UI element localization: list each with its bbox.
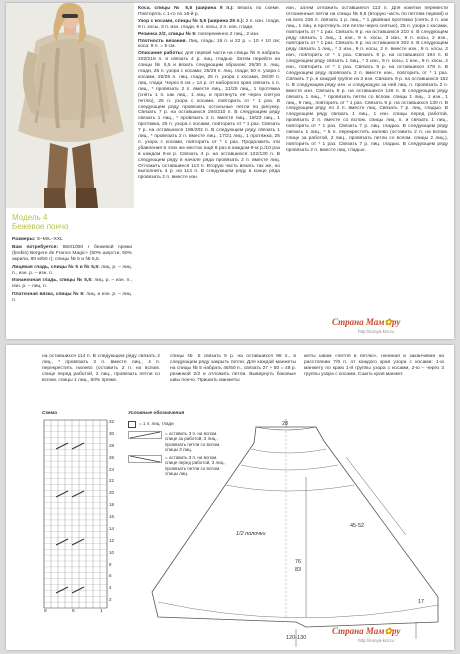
text-paragraph — [138, 51, 280, 181]
watermark-url: http://sonya-kot.ru — [358, 638, 395, 643]
dim-top: 28 — [282, 421, 289, 427]
text-paragraph — [12, 245, 132, 263]
page2-column-3: жеты швом «петля в петлю», начиная и заканчивая на расстоянии 7/9 п. от каждого края узора с косами: 1-ю манжету по краю 1-й группы узора с косами, 2-ю – через 3 группы узора с косами. Сшить края манжет. — [304, 354, 444, 377]
paragraph-text: S–M/L–XXL — [35, 237, 63, 242]
paragraph-text: лиц. и изн. р. – лиц. п. — [12, 292, 132, 304]
watermark — [332, 317, 400, 328]
dim-right: 45-52 — [350, 523, 365, 529]
scheme-row-label: 22 — [109, 478, 115, 484]
paragraph-label: Описание работы: — [138, 51, 184, 57]
scheme-row-label: 28 — [109, 442, 115, 448]
model-photo — [6, 3, 134, 208]
scheme-row-label: 26 — [109, 454, 115, 460]
materials-column — [12, 237, 132, 335]
scheme-row-label: 10 — [109, 549, 115, 555]
watermark-text: Страна Мам — [332, 626, 385, 636]
paragraph-label: Резинка 2/2, спицы № 5: — [138, 31, 197, 37]
scheme-col-labels — [42, 609, 112, 617]
scheme-row-label: 2 — [109, 597, 112, 603]
model-photo-illustration — [6, 3, 134, 208]
watermark-url: http://sonya-kot.ru — [358, 329, 395, 334]
legend-text: = 1 п. лиц. глади — [139, 421, 174, 426]
magazine-page-1 — [6, 3, 454, 339]
text-paragraph — [138, 32, 280, 38]
scheme-row-label: 18 — [109, 502, 115, 508]
page2-column-1: на оставшихся 114 п. В следующем ряду связать 2 лиц., * провязать 2 п. вместе лиц., 4 п. перекрестить налево (оставить 2 п. на вспом. спице перед работой, 2 лиц., провязать петли со вспом. спицы 1 лиц., 50% пряжи. — [42, 354, 160, 383]
model-title: Модель 4 — [12, 213, 48, 222]
scheme-row-label: 12 — [109, 537, 115, 543]
scheme-row-label: 4 — [109, 585, 112, 591]
scheme-title: Схема — [42, 411, 57, 416]
scheme-col-label: 5 — [72, 609, 75, 614]
paragraph-label: Лицевая гладь, спицы № 5 и № 5,5: — [12, 264, 100, 270]
model-subtitle: Бежевое пончо — [12, 222, 69, 231]
scheme-row-label: 24 — [109, 466, 115, 472]
scheme-row-label: 16 — [109, 514, 115, 519]
text-paragraph — [138, 39, 280, 51]
paragraph-label: Коса, спицы № 5,5 (ширина 9 п.): — [138, 6, 234, 11]
cable-symbols — [56, 443, 84, 593]
scheme-row-label: 20 — [109, 490, 115, 496]
paragraph-label: Плотность вязания. — [138, 38, 187, 44]
paragraph-text: лиц. р. – лиц. п., изн. р. – изн. п. — [12, 264, 132, 276]
scheme-row-label: 32 — [109, 419, 115, 424]
scheme-row-label: 8 — [109, 561, 112, 567]
page2-column-2: спицы № 5 связать 5 р. на оставшихся 98 п., в следующем ряду закрыть петли. Для каждой манжеты на спицы № 5 набрать 46/50 п., связать 27 + 50 = 48 р. резинкой 2/2 и отложить петли. Вывернуть боковые швы пончо. Пришить манжеты — [170, 354, 296, 383]
scheme-row-label: 30 — [109, 430, 115, 436]
scheme-row-labels — [109, 419, 123, 609]
watermark-text: Страна Мам — [332, 317, 385, 327]
dim-center-b: 83 — [295, 567, 302, 573]
legend-text: = оставить 3 п. на вспом. спице за работой, 3 лиц., провязать петли со вспом. спицы 3 лиц. — [165, 431, 221, 452]
continuation-column: изн., затем отложить оставшиеся 113 п. Для кокетки перевести отложенные петли на спицы № 5,5 (вторую часть по петлям первой) и на всех 226 п. связать 1 р. лиц., * 1 двойная протяжка (снять 2 п. как лиц., 1 лиц. и протянуть эти петли через снятые), 25 п. узора с косами, повторить от * 1 раз. Связать 9 р. на оставшихся 210 п. В следующем ряду связать 1 лиц., 1 изн., 9 п. косы, 3 изн., 9 п. косы, 2 изн., повторить от * 1 раз. Связать 9 р. на оставшихся 202 п. В следующем ряду связать 1 лиц., * 2 изн., 9 п. косы, 2 п. вместе изн., 9 п. косы, 2 изн., повторить от * 1 раз. Связать 9 р. на оставшихся 194 п. В следующем ряду связать 1 лиц., * 2 изн., 9 п. косы, 1 изн., 9 п. косы, 2 изн., повторить от * 1 раз. Связать 9 р. на оставшихся 178 п. В следующем ряду провязать 2 п. вместе изн., повторить от * 1 раз. Связать 7 р. в каждой группе из 2 изн. Связать 9 р. на оставшихся 162 п. В следующем ряду изн. и следующую за ней лиц. п. провязать 2 п. вместе изн. Связать 9 р. на оставшихся 146 п. В следующем ряду связать 1 лиц., * провязать петли со вспом. спицы 1 лиц., 1 изн., 1 лиц., 9 лиц., повторить от * 1 раз. Связать 9 р. на оставшихся 130 п. В следующем ряду по 2 п. вместе лиц. Связать 7 р. лиц. гладью. В следующем ряду связать 1 лиц., 1 изн. спицы перед работой, провязать 2 п. вместе со вспом. спицы лиц. п. и связать 1 лиц., повторить от * 1 раз. Связать 7 р. лиц. гладью. В следующем ряду связать 1 лиц., * 5 п. перекрестить налево (оставить 2 п. на вспом. спице за работой, 2 лиц., провязать петли со вспом. спицы 2 лиц.), повторить от * 1 раз. Связать 7 р. лиц. гладью. В следующем ряду провязать 2 п. вместе лиц. гладью. — [286, 6, 448, 153]
pattern-diagram — [146, 417, 451, 649]
paragraph-text: 850/1000 г бежевой пряжи (brebis) Bergere de France Magic+ (50% шерсти, 50% акрила, 80 м/50 г); спицы № 5 и № 5,5. — [12, 244, 132, 262]
scheme-row-label: 14 — [109, 525, 115, 531]
scheme-col-label: 9 — [44, 609, 47, 614]
legend-title: Условные обозначения — [128, 411, 185, 416]
dim-center-a: 76 — [295, 559, 302, 565]
watermark-suffix: ру — [391, 317, 401, 327]
paragraph-text: лиц. р. – изн. п., изн. р. – лиц. п. — [12, 278, 132, 290]
text-paragraph — [138, 6, 280, 18]
grid-lines — [44, 420, 107, 608]
watermark — [332, 626, 400, 637]
paragraph-label: Узор с косами, спицы № 5,5 (ширина 25 п.): — [138, 18, 245, 24]
text-paragraph — [12, 265, 132, 277]
scheme-col-label: 1 — [100, 609, 103, 614]
scheme-row-label: 6 — [109, 573, 112, 579]
magazine-page-2 — [6, 345, 454, 650]
paragraph-label: Платочная вязка, спицы № 6: — [12, 292, 85, 298]
knit-stitch-icon — [128, 421, 136, 428]
paragraph-label: Вам потребуется: — [12, 244, 59, 250]
model-heading — [12, 213, 69, 231]
dim-right-low: 17 — [418, 599, 425, 605]
flower-icon: ✿ — [384, 317, 392, 327]
dim-bottom: 120-130 — [286, 635, 307, 641]
instructions-column — [138, 6, 280, 334]
paragraph-label: Изнаночная гладь, спицы № 5,5: — [12, 278, 93, 284]
paragraph-label: Размеры: — [12, 237, 36, 242]
paragraph-text: Лиц. гладь: 16 п. и 22 р. = 10 × 10 см; коса: 9 п. = 5 см. — [138, 38, 280, 50]
text-paragraph — [12, 237, 132, 243]
paragraph-text: попеременно 2 лиц., 2 изн. — [196, 31, 260, 37]
paragraph-text: для первой части на спицы № 5 набрать 202/218 п. и связать 4 р. лиц. гладью. Затем перейти на спицы № 5,5 и вязать следующим образом: 26/30 п. лиц. глади, 25 п. узора с косами, 25/29 п. лиц. глади, 50 п. узора с косами, 25/29 п. лиц. глади, 25 п. узора с косами, 26/30 п. лиц. глади. Через 6 см = 14 р. от наборного края связать 1 п. лиц., * провязать 2 п. вместе лиц., 21/25 лиц., 1 протяжка (снять 1 п. как лиц., 1 лиц. и протянуть её через снятую петлю), 25 п. узора с косами, повторить от * 1 раз. В следующем ряду провязать остальные петли по рисунку. Связать 7 р. на оставшихся 194/210 п. В следующем ряду связать 1 лиц., * провязать 2 п. вместе лиц., 19/23 лиц., 1 протяжка, 25 п. узора с косами, повторить от * 1 раз. Связать 7 р. на оставшихся 186/202 п. В следующем ряду связать 1 лиц., * провязать 2 п. вместе лиц., 17/21 лиц., 1 протяжка, 25 п. узора с косами, повторить от * 1 раз. Продолжить эти убавления в этих же местах ещё 8 раз в каждом 8-м р./10 раз в каждом 8-м р. Связать 4 р. на оставшихся 122/130 п. В следующем ряду в начале ряда провязать 2 п. вместе лиц. Отложить оставшиеся 113 п. Вторую часть вязать так же, но выполнить 4 р. на 114 п. В следующем ряду в конце ряда провязать 2 п. вместе изн. — [138, 51, 280, 181]
pattern-piece-label: 1/2 полочки — [236, 531, 266, 537]
paragraph-text: 2 п. изн. глади, 9 п. косы, 3 п. изн. глади, 9 п. косы, 2 п. изн. глади. — [138, 18, 280, 30]
text-paragraph — [12, 278, 132, 290]
legend-text: = оставить 3 п. на вспом. спице перед работой, 3 лиц., провязать петли со вспом. спицы лиц. — [165, 455, 226, 477]
flower-icon: ✿ — [384, 626, 392, 636]
text-paragraph — [12, 292, 132, 304]
paragraph-text: вязать по схеме. Повторять с 1-го по 16-й р. — [138, 6, 280, 17]
watermark-suffix: ру — [391, 626, 401, 636]
text-paragraph — [138, 19, 280, 31]
